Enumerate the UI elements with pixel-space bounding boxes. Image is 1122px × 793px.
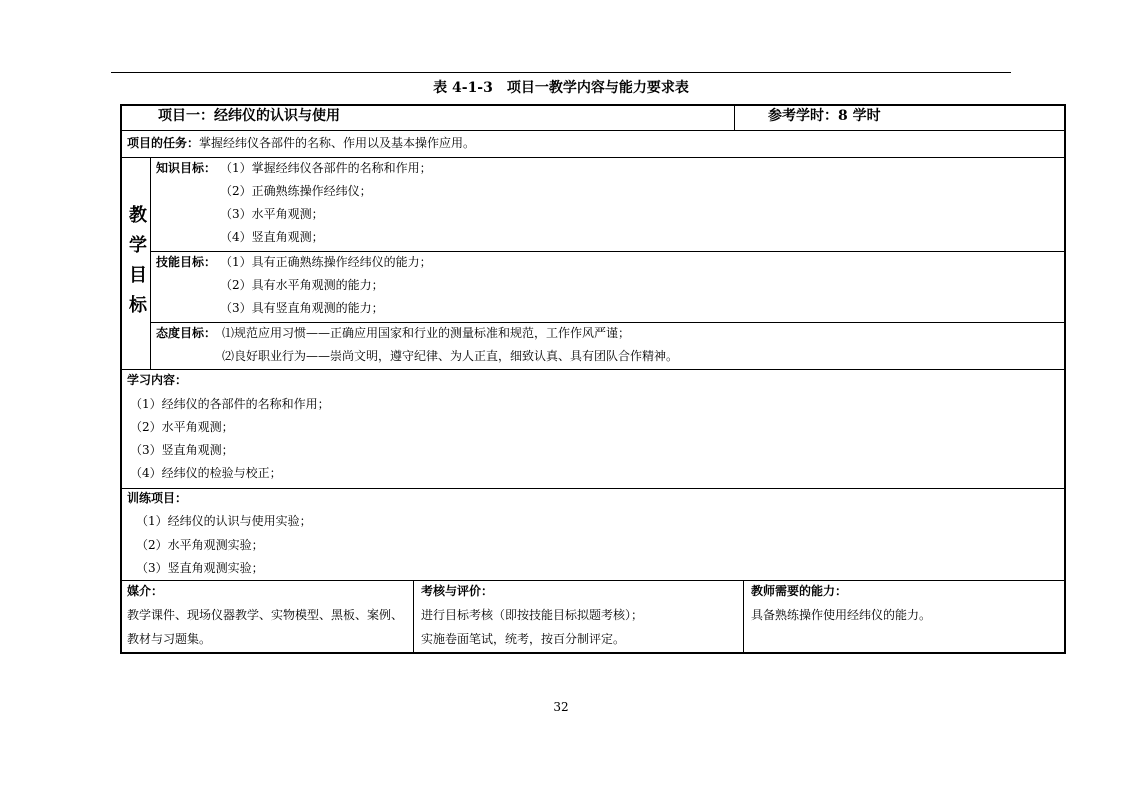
attitude-item: ⑵良好职业行为——崇尚文明，遵守纪律、为人正直，细致认真、具有团队合作精神。 bbox=[222, 349, 679, 363]
learning-content-label: 学习内容： bbox=[127, 373, 188, 387]
training-label: 训练项目： bbox=[127, 491, 188, 505]
content-item: （3）竖直角观测； bbox=[130, 443, 234, 457]
content-item: （2）水平角观测； bbox=[130, 420, 234, 434]
teacher-ability-text: 具备熟练操作使用经纬仪的能力。 bbox=[751, 608, 932, 622]
top-rule bbox=[111, 72, 1011, 73]
objectives-side-char: 标 bbox=[129, 295, 147, 316]
training-item: （3）竖直角观测实验； bbox=[136, 561, 264, 575]
skill-objectives-label: 技能目标： bbox=[156, 255, 217, 269]
assessment-text: 实施卷面笔试，统考，按百分制评定。 bbox=[421, 632, 626, 646]
knowledge-objectives-label: 知识目标： bbox=[156, 161, 217, 175]
media-text: 教材与习题集。 bbox=[127, 632, 212, 646]
assessment-text: 进行目标考核（即按技能目标拟题考核）； bbox=[421, 608, 644, 622]
knowledge-item: （4）竖直角观测； bbox=[220, 230, 324, 244]
table-caption: 表 4-1-3 项目一教学内容与能力要求表 bbox=[433, 80, 689, 96]
attitude-item: ⑴规范应用习惯——正确应用国家和行业的测量标准和规范，工作作风严谨； bbox=[222, 326, 631, 340]
attitude-objectives-label: 态度目标： bbox=[156, 326, 217, 340]
content-item: （1）经纬仪的各部件的名称和作用； bbox=[130, 397, 330, 411]
requirements-table bbox=[120, 104, 1066, 654]
objectives-side-char: 学 bbox=[129, 235, 147, 256]
objectives-side-char: 目 bbox=[129, 265, 147, 286]
page-number: 32 bbox=[553, 700, 569, 714]
training-item: （2）水平角观测实验； bbox=[136, 538, 264, 552]
media-label: 媒介： bbox=[127, 584, 164, 598]
media-text: 教学课件、现场仪器教学、实物模型、黑板、案例、 bbox=[127, 608, 404, 622]
objectives-side-char: 教 bbox=[129, 205, 147, 226]
skill-item: （3）具有竖直角观测的能力； bbox=[220, 301, 384, 315]
skill-item: （2）具有水平角观测的能力； bbox=[220, 278, 384, 292]
training-item: （1）经纬仪的认识与使用实验； bbox=[136, 514, 312, 528]
assessment-label: 考核与评价： bbox=[421, 584, 494, 598]
task-row bbox=[127, 135, 475, 151]
reference-hours: 参考学时：8 学时 bbox=[768, 108, 881, 124]
project-title: 项目一：经纬仪的认识与使用 bbox=[158, 108, 340, 124]
task-label: 项目的任务： bbox=[127, 136, 200, 150]
teacher-ability-label: 教师需要的能力： bbox=[751, 584, 848, 598]
knowledge-item: （1）掌握经纬仪各部件的名称和作用； bbox=[220, 161, 432, 175]
knowledge-item: （3）水平角观测； bbox=[220, 207, 324, 221]
knowledge-item: （2）正确熟练操作经纬仪； bbox=[220, 184, 372, 198]
content-item: （4）经纬仪的检验与校正； bbox=[130, 466, 282, 480]
task-text: 掌握经纬仪各部件的名称、作用以及基本操作应用。 bbox=[199, 136, 476, 150]
skill-item: （1）具有正确熟练操作经纬仪的能力； bbox=[220, 255, 432, 269]
